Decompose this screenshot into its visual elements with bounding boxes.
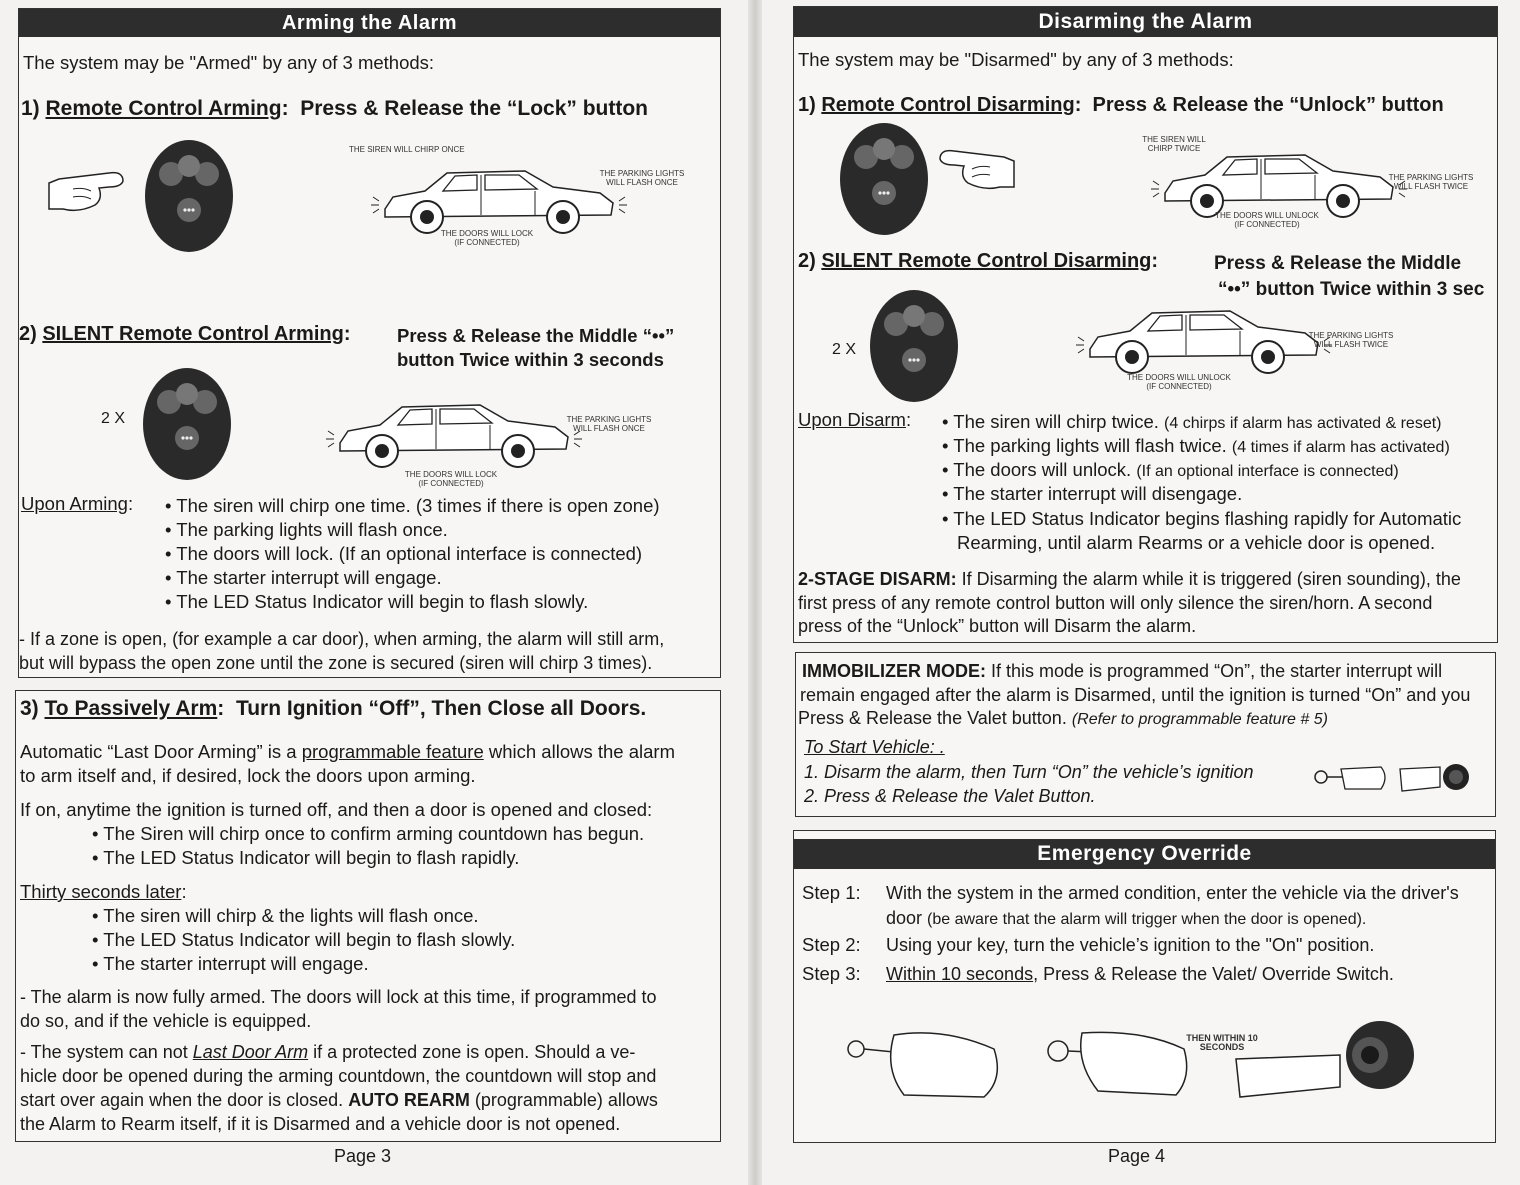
passive-sep: :	[217, 697, 225, 720]
passive-p4-line4: the Alarm to Rearm itself, if it is Disarmed and a vehicle door is not opened.	[20, 1114, 621, 1134]
step-3-label: Step 3:	[802, 963, 861, 984]
step-1-text: With the system in the armed condition, enter the vehicle via the driver's	[886, 883, 1459, 903]
passive-p4-line1	[20, 1040, 635, 1064]
m1-label-lights: THE PARKING LIGHTS WILL FLASH ONCE	[599, 169, 685, 187]
d-m2-action-2: “••” button Twice within 3 sec	[1218, 279, 1485, 300]
d-m1-num: 1)	[798, 94, 822, 116]
arming-method-2	[19, 322, 351, 346]
two-stage-line2: first press of any remote control button will only silence the siren/horn. A second	[798, 593, 1433, 613]
programmable-feature-link: programmable feature	[301, 741, 484, 762]
m1-action: Press & Release the “Lock” button	[300, 97, 649, 120]
start-vehicle-label: To Start Vehicle: .	[804, 737, 945, 757]
arming-header: Arming the Alarm	[19, 9, 720, 37]
p1-a: Automatic “Last Door Arming” is a	[20, 741, 302, 762]
book-spine	[748, 0, 762, 1185]
later-bullet: • The starter interrupt will engage.	[92, 953, 369, 974]
upon-arming-label	[21, 492, 133, 516]
p4-3a: start over again when the door is closed.	[20, 1090, 349, 1110]
immobilizer-line3	[798, 706, 1328, 732]
m2-label-lights: THE PARKING LIGHTS WILL FLASH ONCE	[566, 415, 652, 433]
upon-disarm-bullet: • The LED Status Indicator begins flashing rapidly for Automatic	[942, 508, 1462, 529]
start-step-2: 2. Press & Release the Valet Button.	[804, 786, 1096, 806]
m2-sep: :	[343, 323, 351, 345]
valet-button-icon	[1396, 761, 1476, 801]
within-10-seconds: Within 10 seconds	[886, 964, 1034, 984]
m2-title: SILENT Remote Control Arming	[42, 323, 344, 345]
thirty-seconds-label	[20, 880, 187, 904]
immobilizer-section	[795, 652, 1496, 817]
upon-disarm-text: Upon Disarm	[798, 409, 906, 430]
later-sep: :	[181, 881, 187, 902]
m1-title: Remote Control Arming	[45, 97, 282, 120]
m1-label-doors: THE DOORS WILL LOCK (IF CONNECTED)	[440, 229, 534, 247]
m2-times: 2 X	[101, 410, 126, 427]
step-2-text: Using your key, turn the vehicle’s ignition to the "On" position.	[886, 935, 1375, 955]
immobilizer-ref: (Refer to programmable feature # 5)	[1071, 711, 1328, 728]
upon-disarm-bullet	[942, 458, 1399, 484]
d-m1-label-doors: THE DOORS WILL UNLOCK (IF CONNECTED)	[1215, 211, 1319, 229]
passive-title	[20, 697, 646, 721]
override-switch-illustration	[1230, 1027, 1420, 1117]
upon-arming-bullet: • The parking lights will flash once.	[165, 519, 448, 540]
arming-note-2: but will bypass the open zone until the zone is secured (siren will chirp 3 times).	[19, 653, 653, 673]
page-number-right: Page 4	[1108, 1146, 1166, 1166]
upon-disarm-bullet-cont: Rearming, until alarm Rearms or a vehicle door is opened.	[957, 532, 1436, 553]
disarm-hand-illustration	[934, 147, 1014, 207]
p4-3b: (programmable) allows	[469, 1090, 658, 1110]
d-m2-label-lights: THE PARKING LIGHTS WILL FLASH TWICE	[1308, 331, 1394, 349]
passive-p3-line1: - The alarm is now fully armed. The doors will lock at this time, if programmed to	[20, 987, 657, 1007]
arming-note-1: - If a zone is open, (for example a car door), when arming, the alarm will still arm,	[19, 629, 665, 649]
d-m2-title: SILENT Remote Control Disarming	[821, 250, 1152, 272]
bullet-note: (If an optional interface is connected)	[1136, 463, 1399, 480]
p1-b: which allows the alarm	[483, 741, 675, 762]
two-stage-line3: press of the “Unlock” button will Disarm the alarm.	[798, 616, 1197, 636]
m2-label-doors: THE DOORS WILL LOCK (IF CONNECTED)	[404, 470, 498, 488]
upon-disarm-bullet: • The starter interrupt will disengage.	[942, 483, 1243, 504]
two-stage-line1	[798, 567, 1461, 591]
passive-p3-line2: do so, and if the vehicle is equipped.	[20, 1011, 312, 1031]
step-2-label: Step 2:	[802, 934, 861, 955]
upon-arming-bullet: • The LED Status Indicator will begin to flash slowly.	[165, 591, 589, 612]
later-bullet: • The siren will chirp & the lights will flash once.	[92, 905, 479, 926]
upon-arming-sep: :	[127, 493, 134, 514]
immobilizer-label: IMMOBILIZER MODE:	[802, 661, 986, 681]
bullet-main: • The siren will chirp twice.	[942, 411, 1165, 432]
disarming-intro: The system may be "Disarmed" by any of 3 methods:	[798, 49, 1234, 70]
d-m1-label-siren: THE SIREN WILL CHIRP TWICE	[1142, 135, 1206, 153]
key-hand-icon	[1311, 763, 1391, 803]
m1-label-siren: THE SIREN WILL CHIRP ONCE	[349, 145, 465, 154]
d-m2-times: 2 X	[832, 341, 857, 358]
passive-action: Turn Ignition “Off”, Then Close all Doors.	[235, 697, 647, 720]
d-m2-num: 2)	[798, 250, 822, 272]
passive-num: 3)	[20, 697, 45, 720]
passive-p2-bullet: • The LED Status Indicator will begin to flash rapidly.	[92, 847, 520, 868]
upon-disarm-bullet	[942, 434, 1450, 460]
silent-car-illustration	[334, 399, 574, 479]
upon-arming-bullet: • The starter interrupt will engage.	[165, 567, 442, 588]
step-1-note: (be aware that the alarm will trigger when the door is opened).	[927, 911, 1367, 928]
arming-method-1	[21, 97, 648, 121]
two-stage-label: 2-STAGE DISARM:	[798, 569, 957, 589]
passive-p4-line2: hicle door be opened during the arming countdown, the countdown will stop and	[20, 1066, 657, 1086]
step-1-door: door	[886, 908, 928, 928]
key-in-hand-illustration	[844, 1029, 1004, 1109]
p4-b: if a protected zone is open. Should a ve-	[308, 1042, 636, 1062]
immobilizer-text3: Press & Release the Valet button.	[798, 708, 1072, 728]
passive-p1-line2: to arm itself and, if desired, lock the doors upon arming.	[20, 765, 476, 786]
step-3-rest: , Press & Release the Valet/ Override Switch.	[1033, 964, 1394, 984]
emergency-header: Emergency Override	[794, 839, 1495, 869]
immobilizer-line1	[802, 659, 1442, 683]
arming-section	[18, 8, 721, 678]
p4-a: - The system can not	[20, 1042, 193, 1062]
upon-disarm-label	[798, 408, 911, 432]
d-m1-title: Remote Control Disarming	[821, 94, 1075, 116]
immobilizer-line2: remain engaged after the alarm is Disarmed, until the ignition is turned “On” and you	[800, 685, 1471, 705]
immobilizer-text: If this mode is programmed “On”, the starter interrupt will	[985, 661, 1443, 681]
silent-fob-illustration	[137, 364, 247, 484]
page-number-left: Page 3	[334, 1146, 392, 1166]
arming-intro: The system may be "Armed" by any of 3 methods:	[23, 52, 435, 73]
disarming-method-1	[798, 93, 1444, 117]
m1-num: 1)	[21, 97, 46, 120]
bullet-note: (4 times if alarm has activated)	[1231, 439, 1450, 456]
remote-fob-illustration	[139, 134, 249, 254]
later-label: Thirty seconds later	[20, 881, 182, 902]
upon-disarm-sep: :	[905, 409, 912, 430]
then-within-label: THEN WITHIN 10 SECONDS	[1186, 1033, 1258, 1052]
step-1-label: Step 1:	[802, 882, 861, 903]
step-3-text	[886, 962, 1394, 986]
auto-rearm: AUTO REARM	[348, 1090, 470, 1110]
disarming-section	[793, 6, 1498, 643]
two-stage-text: If Disarming the alarm while it is triggered (siren sounding), the	[956, 569, 1461, 589]
m2-action-1: Press & Release the Middle “••”	[397, 325, 675, 346]
passive-p2-bullet: • The Siren will chirp once to confirm arming countdown has begun.	[92, 823, 645, 844]
key-turn-illustration	[1042, 1029, 1192, 1109]
later-bullet: • The LED Status Indicator will begin to flash slowly.	[92, 929, 516, 950]
passive-p4-line3	[20, 1088, 658, 1112]
d-m1-label-lights: THE PARKING LIGHTS WILL FLASH TWICE	[1388, 173, 1474, 191]
disarming-header: Disarming the Alarm	[794, 7, 1497, 37]
upon-arming-text: Upon Arming	[21, 493, 128, 514]
passive-title-text: To Passively Arm	[44, 697, 218, 720]
bullet-main: • The parking lights will flash twice.	[942, 435, 1232, 456]
d-m2-label-doors: THE DOORS WILL UNLOCK (IF CONNECTED)	[1127, 373, 1231, 391]
upon-disarm-bullet	[942, 410, 1441, 436]
disarming-method-2	[798, 249, 1158, 273]
last-door-arm-link: Last Door Arm	[192, 1042, 309, 1062]
disarm-fob-illustration	[834, 129, 944, 239]
bullet-note: (4 chirps if alarm has activated & reset)	[1164, 415, 1442, 432]
d-m2-action-1: Press & Release the Middle	[1214, 253, 1462, 274]
d-silent-fob-illustration	[864, 291, 974, 411]
m2-action-2: button Twice within 3 seconds	[397, 349, 664, 370]
bullet-main: • The doors will unlock.	[942, 459, 1137, 480]
upon-arming-bullet: • The siren will chirp one time. (3 times if there is open zone)	[165, 495, 660, 516]
passive-p2: If on, anytime the ignition is turned off, and then a door is opened and closed:	[20, 799, 653, 820]
d-m1-action: Press & Release the “Unlock” button	[1092, 94, 1444, 116]
m2-num: 2)	[19, 323, 43, 345]
upon-arming-bullet: • The doors will lock. (If an optional interface is connected)	[165, 543, 643, 564]
start-step-1: 1. Disarm the alarm, then Turn “On” the vehicle’s ignition	[804, 762, 1254, 782]
d-m2-sep: :	[1151, 250, 1159, 272]
step-1-text-2	[886, 906, 1366, 932]
d-m1-sep: :	[1074, 94, 1082, 116]
passive-arm-section	[15, 690, 721, 1142]
emergency-override-section	[793, 830, 1496, 1143]
passive-p1-line1	[20, 740, 675, 764]
m1-sep: :	[281, 97, 289, 120]
